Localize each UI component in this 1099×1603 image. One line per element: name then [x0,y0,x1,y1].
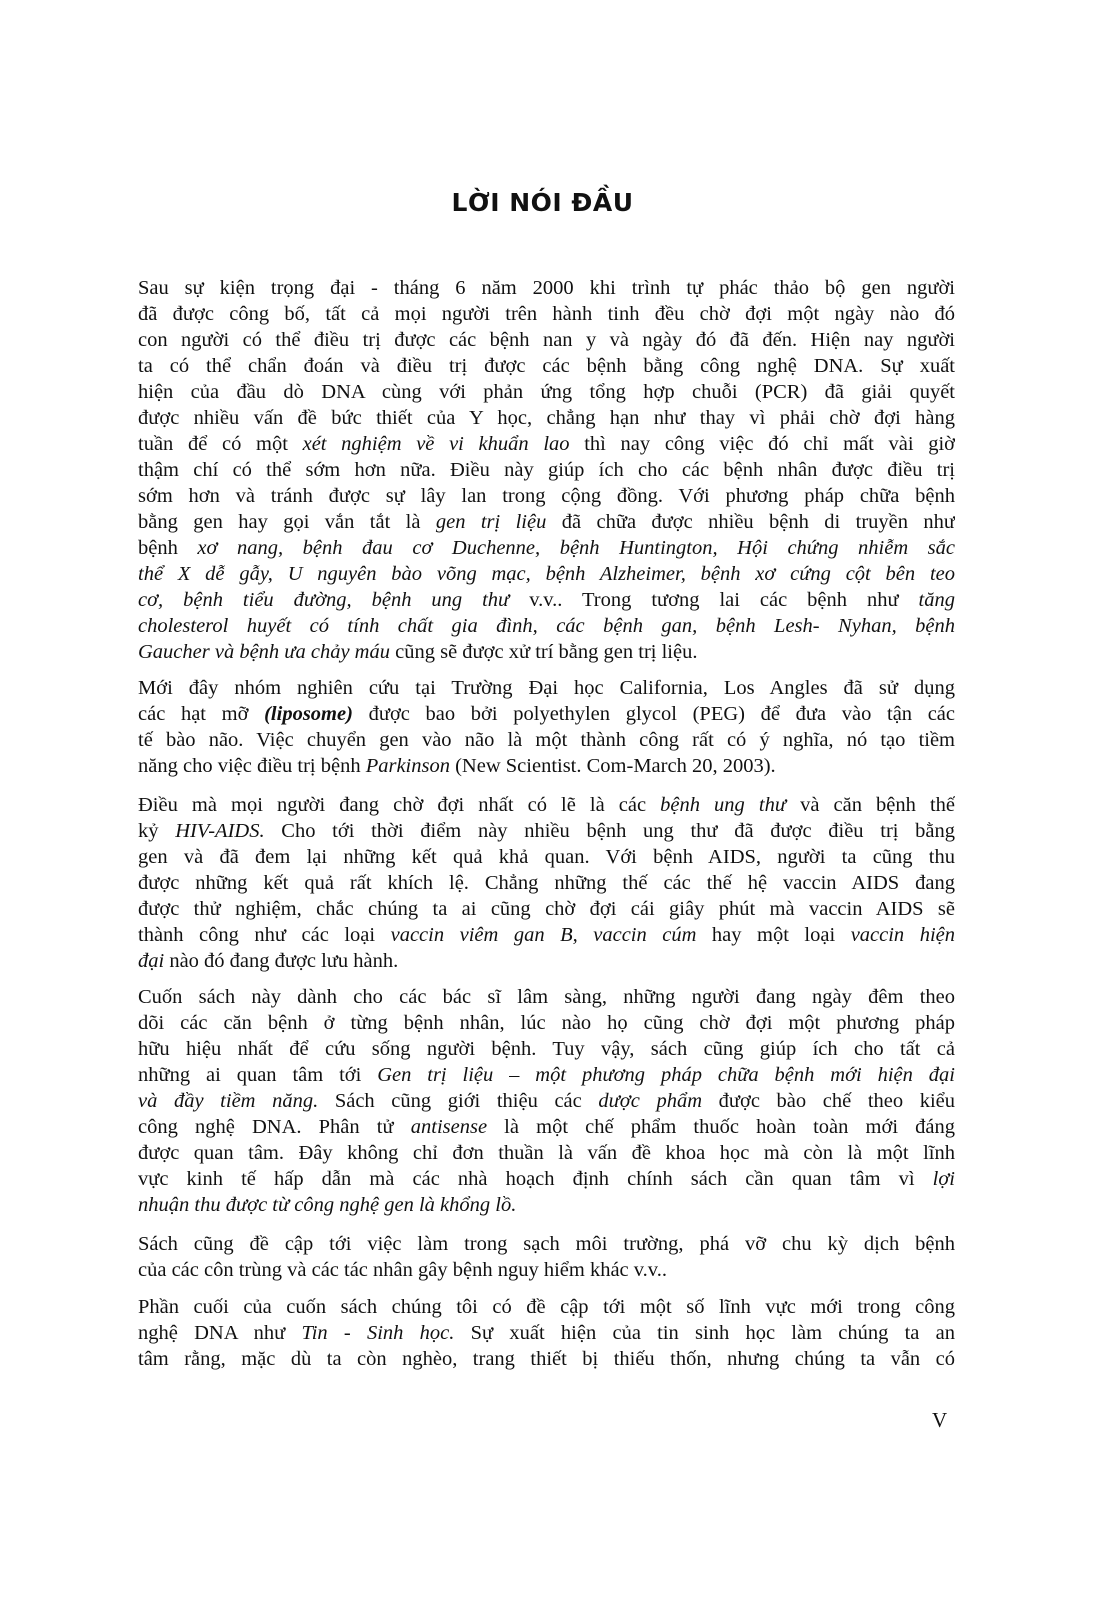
emphasized-text: antisense [410,1116,488,1138]
text-line [138,561,955,587]
text-run: bệnh [138,537,198,559]
paragraph [138,1231,955,1283]
text-line [138,457,955,483]
text-line [138,405,955,431]
text-run: của các côn trùng và các tác nhân gây bệnh nguy hiểm khác v.v.. [138,1259,667,1281]
text-line [138,844,955,870]
text-line [138,587,955,613]
text-run: thì nay công việc đó chỉ mất vài giờ [569,433,955,455]
text-line [138,896,955,922]
text-line [138,792,955,818]
text-run: bằng gen hay gọi vắn tắt là [138,511,436,533]
text-run: hiện của đầu dò DNA cùng với phản ứng tổng hợp chuỗi (PCR) đã giải quyết [138,381,955,403]
emphasized-text: (liposome) [264,703,353,725]
text-run: Sự xuất hiện của tin sinh học làm chúng ta an [454,1322,955,1344]
text-run: được bào chế theo kiểu [702,1090,955,1112]
text-line [138,509,955,535]
emphasized-text: cholesterol huyết có tính chất gia đình, các bệnh gan, bệnh Lesh- Nyhan, bệnh [138,615,955,637]
emphasized-text: và đầy tiềm năng. [138,1090,319,1112]
text-line [138,1036,955,1062]
text-run: (New Scientist. Com-March 20, 2003). [449,755,776,777]
text-line [138,753,955,779]
text-run: những ai quan tâm tới [138,1064,378,1086]
text-line [138,701,955,727]
text-run: dõi các căn bệnh ở từng bệnh nhân, lúc nào họ cũng chờ đợi một phương pháp [138,1012,955,1034]
emphasized-text: vaccin hiện [850,924,955,946]
text-run: Cho tới thời điểm này nhiều bệnh ung thư đã được điều trị bằng [264,820,955,842]
text-run: được những kết quả rất khích lệ. Chẳng những thế các thế hệ vaccin AIDS đang [138,872,955,894]
text-line [138,535,955,561]
text-run: nghệ DNA như [138,1322,302,1344]
text-line [138,1088,955,1114]
text-line [138,1346,955,1372]
text-line [138,301,955,327]
text-line [138,727,955,753]
text-line [138,1062,955,1088]
paragraph [138,675,955,779]
text-line [138,1010,955,1036]
text-line [138,639,955,665]
emphasized-text: Parkinson [365,755,450,777]
text-line [138,675,955,701]
text-run: Cuốn sách này dành cho các bác sĩ lâm sàng, những người đang ngày đêm theo [138,986,955,1008]
text-run: cũng sẽ được xử trí bằng gen trị liệu. [390,641,698,663]
text-line [138,922,955,948]
text-run: hữu hiệu nhất để cứu sống người bệnh. Tuy vậy, sách cũng giúp ích cho tất cả [138,1038,955,1060]
text-run: gen và đã đem lại những kết quả khả quan. Với bệnh AIDS, người ta cũng thu [138,846,955,868]
text-run: Mới đây nhóm nghiên cứu tại Trường Đại học California, Los Angles đã sử dụng [138,677,955,699]
text-run: được bao bởi polyethylen glycol (PEG) để đưa vào tận các [352,703,955,725]
text-line [138,1294,955,1320]
text-run: hay một loại [696,924,851,946]
emphasized-text: vaccin viêm gan B, vaccin cúm [390,924,697,946]
emphasized-text: HIV-AIDS. [175,820,265,842]
page-title: LỜI NÓI ĐẦU [451,188,634,217]
text-line [138,353,955,379]
text-run: sớm hơn và tránh được sự lây lan trong cộng đồng. Với phương pháp chữa bệnh [138,485,955,507]
text-line [138,1192,955,1218]
text-run: tâm rằng, mặc dù ta còn nghèo, trang thiết bị thiếu thốn, nhưng chúng ta vẫn có [138,1348,955,1370]
text-run: Điều mà mọi người đang chờ đợi nhất có lẽ là các [138,794,661,816]
text-run: năng cho việc điều trị bệnh [138,755,366,777]
text-line [138,483,955,509]
paragraph [138,984,955,1218]
emphasized-text: cơ, bệnh tiểu đường, bệnh ung thư [138,589,510,611]
text-run: vực kinh tế hấp dẫn mà các nhà hoạch định chính sách cần quan tâm vì [138,1168,933,1190]
text-line [138,1166,955,1192]
text-run: Sau sự kiện trọng đại - tháng 6 năm 2000 khi trình tự phác thảo bộ gen người [138,277,955,299]
text-run: nào đó đang được lưu hành. [164,950,399,972]
text-line [138,984,955,1010]
emphasized-text: tăng [918,589,955,611]
paragraph [138,1294,955,1372]
emphasized-text: Gaucher và bệnh ưa chảy máu [138,641,390,663]
text-run: Phần cuối của cuốn sách chúng tôi có đề cập tới một số lĩnh vực mới trong công [138,1296,955,1318]
text-line [138,1140,955,1166]
text-run: các hạt mỡ [138,703,265,725]
text-run: được quan tâm. Đây không chỉ đơn thuần là vấn đề khoa học mà còn là một lĩnh [138,1142,955,1164]
text-run: là một chế phẩm thuốc hoàn toàn mới đáng [487,1116,955,1138]
text-line [138,1320,955,1346]
text-run: được nhiều vấn đề bức thiết của Y học, chẳng hạn như thay vì phải chờ đợi hàng [138,407,955,429]
text-run: Sách cũng giới thiệu các [318,1090,599,1112]
text-run: v.v.. Trong tương lai các bệnh như [509,589,919,611]
text-line [138,870,955,896]
text-run: kỷ [138,820,176,842]
emphasized-text: dược phẩm [598,1090,703,1112]
emphasized-text: xét nghiệm về vi khuẩn lao [302,433,570,455]
emphasized-text: lợi [932,1168,955,1190]
page-number: V [932,1408,948,1432]
text-run: tuần để có một [138,433,303,455]
emphasized-text: đại [138,950,165,972]
text-line [138,379,955,405]
emphasized-text: Gen trị liệu – một phương pháp chữa bệnh mới hiện đại [377,1064,955,1086]
text-run: và căn bệnh thế [786,794,955,816]
text-line [138,948,955,974]
text-run: đã được công bố, tất cả mọi người trên hành tinh đều chờ đợi một ngày nào đó [138,303,955,325]
emphasized-text: Tin - Sinh học. [301,1322,455,1344]
text-line [138,1114,955,1140]
text-line [138,327,955,353]
text-run: ta có thể chẩn đoán và điều trị được các bệnh bằng công nghệ DNA. Sự xuất [138,355,955,377]
text-run: công nghệ DNA. Phân tử [138,1116,411,1138]
emphasized-text: thể X dễ gẫy, U nguyên bào võng mạc, bệnh Alzheimer, bệnh xơ cứng cột bên teo [138,563,955,585]
paragraph [138,792,955,974]
text-run: thành công như các loại [138,924,391,946]
emphasized-text: xơ nang, bệnh đau cơ Duchenne, bệnh Huntington, Hội chứng nhiễm sắc [197,537,955,559]
emphasized-text: bệnh ung thư [660,794,787,816]
text-line [138,1231,955,1257]
text-run: đã chữa được nhiều bệnh di truyền như [546,511,955,533]
paragraph [138,275,955,665]
text-run: tế bào não. Việc chuyển gen vào não là một thành công rất có ý nghĩa, nó tạo tiềm [138,729,955,751]
text-line [138,818,955,844]
text-line [138,431,955,457]
text-run: Sách cũng đề cập tới việc làm trong sạch môi trường, phá vỡ chu kỳ dịch bệnh [138,1233,955,1255]
emphasized-text: nhuận thu được từ công nghệ gen là khổng lồ. [138,1194,517,1216]
text-line [138,275,955,301]
text-line [138,613,955,639]
text-run: được thử nghiệm, chắc chúng ta ai cũng chờ đợi cái giây phút mà vaccin AIDS sẽ [138,898,955,920]
text-run: thậm chí có thể sớm hơn nữa. Điều này giúp ích cho các bệnh nhân được điều trị [138,459,955,481]
emphasized-text: gen trị liệu [435,511,547,533]
text-line [138,1257,955,1283]
text-run: con người có thể điều trị được các bệnh nan y và ngày đó đã đến. Hiện nay người [138,329,955,351]
